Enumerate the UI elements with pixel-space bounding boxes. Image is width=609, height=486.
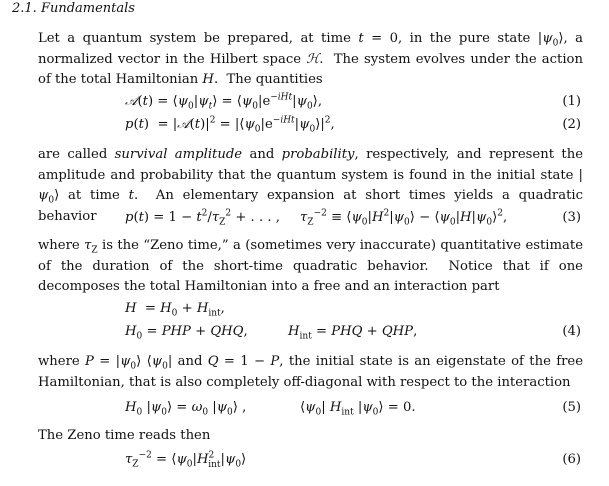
equation-1: 𝒜(t) = $⟨\psi_0|\psi_t⟩$ = $⟨\psi_0|e^{-iHt}|\psi_0⟩$,	[125, 92, 323, 112]
paragraph-4: where $P = |\psi_0⟩$ $⟨\psi_0|$ and Q = 1 − P, the initial state is an eigenstate of the free Hamiltonian, that is also completely off-diagonal with respect to the interaction	[38, 354, 583, 390]
equation-number-3: (3)	[562, 210, 581, 225]
equation-4b-left: $H_0$ = PHP + QHQ,	[125, 324, 248, 342]
equation-3-right: $\tau_Z^{-2}$ ≡ $⟨\psi_0|H^2|\psi_0⟩$ − $⟨\psi_0|H|\psi_0⟩^2$,	[300, 208, 508, 228]
equation-4a: $H = H_0 + H_{int}$,	[125, 301, 225, 319]
equation-2: $p(t) = |𝒜(t)|^2$ = $|⟨\psi_0|e^{-iHt}|\psi_0⟩|^2$,	[125, 115, 335, 135]
equation-number-2: (2)	[562, 117, 581, 132]
equation-5-right: $⟨\psi_0|$ $H_{int}$ $|\psi_0⟩ = 0$.	[300, 400, 416, 418]
equation-3-left: $p(t) = 1 - t^2/\tau_Z^2$ + . . . ,	[125, 208, 280, 228]
paragraph-1: Let a quantum system be prepared, at time t = 0, in the pure state $|\psi_0⟩$, a normalized vector in the Hilbert space ℋ. The system evolves under the action of the total Hamiltonian H. The quantities	[38, 31, 583, 87]
equation-number-5: (5)	[562, 400, 581, 415]
equation-4b-right: $H_{int}$ = PHQ + QHP,	[288, 324, 418, 342]
equation-number-1: (1)	[562, 94, 581, 109]
paragraph-2: are called survival amplitude and probability, respectively, and represent the amplitude and probability that the quantum system is found in the initial state $|\psi_0⟩$ at time t. An elementary expansion at short times yields a quadratic behavior	[38, 147, 583, 224]
equation-6: $\tau_Z^{-2}$ = $⟨\psi_0|H^2_{int}|\psi_0⟩$	[125, 450, 247, 470]
paragraph-5: The Zeno time reads then	[38, 428, 211, 443]
paragraph-3: where $\tau_Z$ is the “Zeno time,” a (sometimes very inaccurate) quantitative estimate of the duration of the short-time quadratic behavior. Notice that if one decomposes the total Hamiltonian into a free and an interaction part	[38, 238, 584, 294]
equation-5-left: $H_0$ $|\psi_0⟩ = \omega_0$ $|\psi_0⟩$ ,	[125, 400, 247, 418]
section-title: 2.1. Fundamentals	[12, 1, 135, 16]
equation-number-6: (6)	[562, 452, 581, 467]
equation-number-4: (4)	[562, 324, 581, 339]
